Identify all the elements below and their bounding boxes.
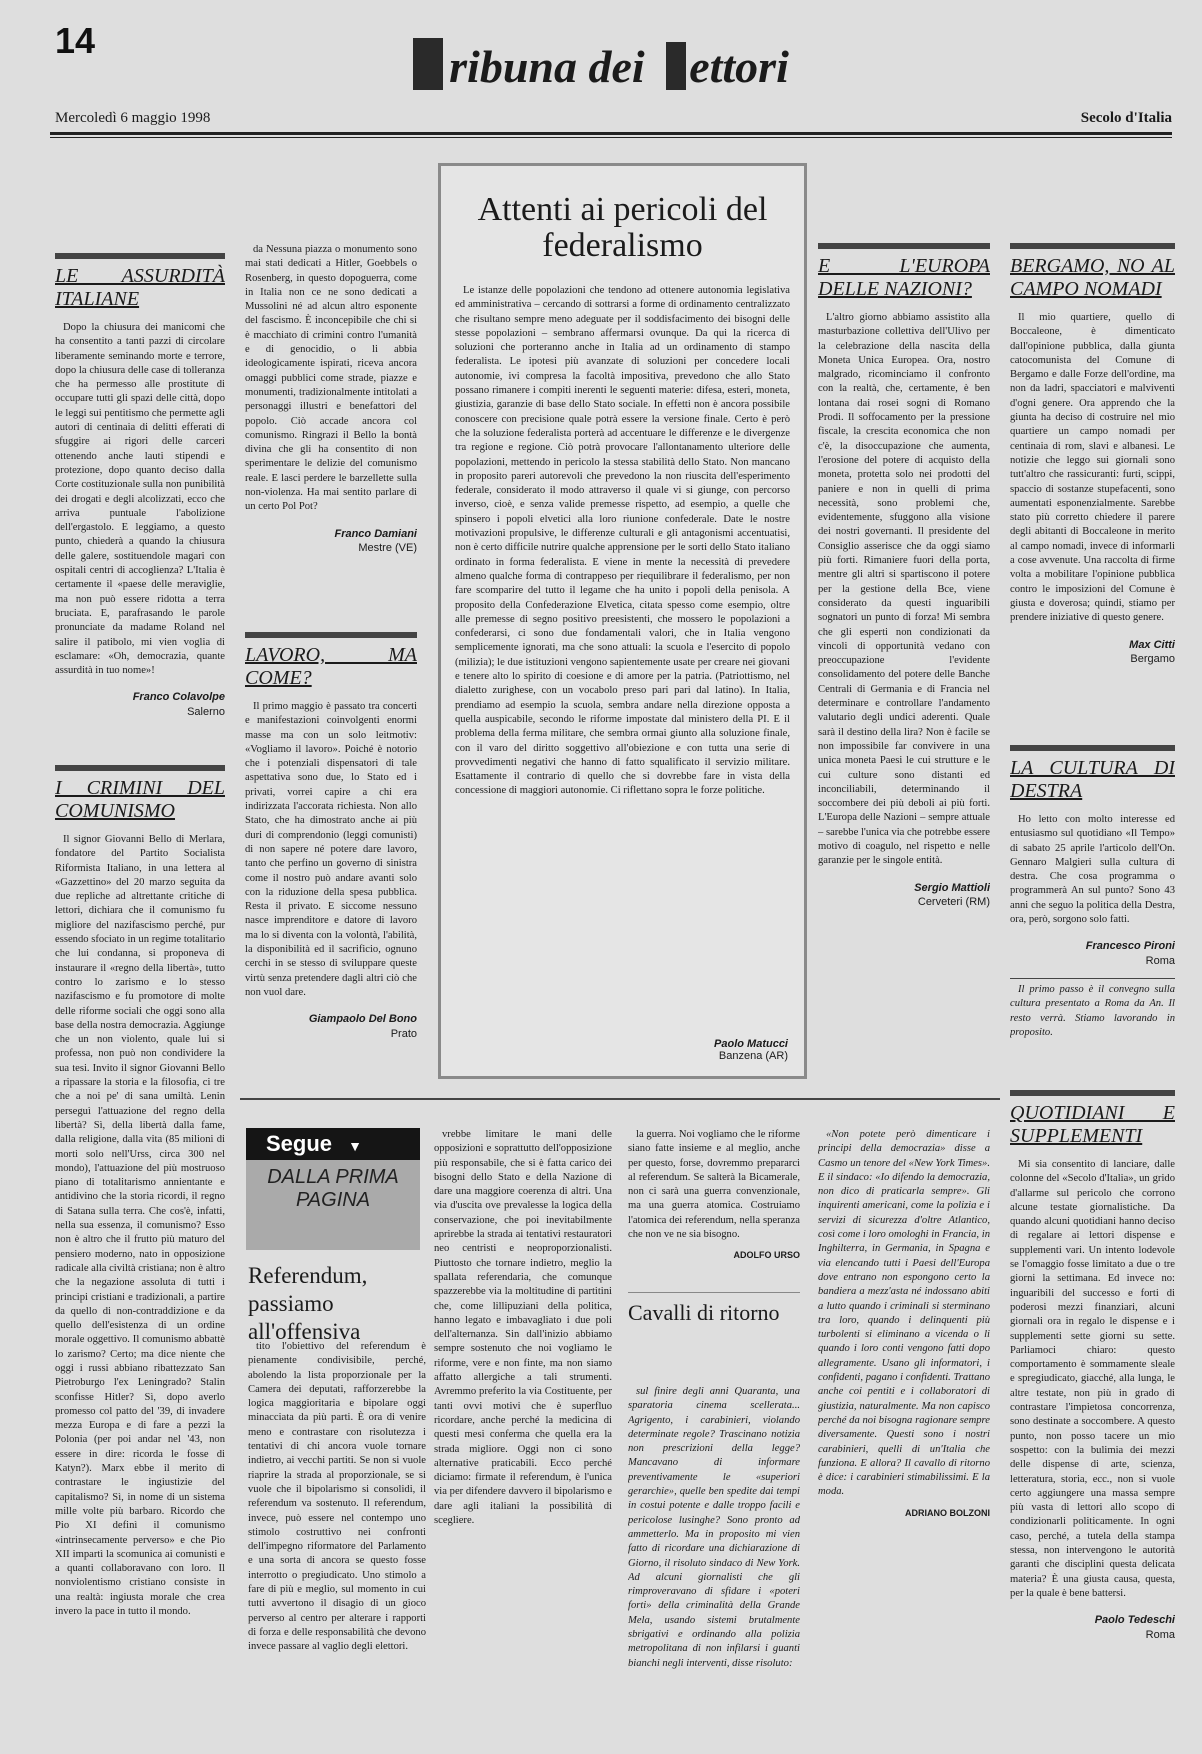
letter-headline: I CRIMINI DEL COMUNISMO	[55, 777, 225, 822]
letter-place: Salerno	[187, 705, 225, 718]
segue-label: Segue	[266, 1131, 333, 1156]
letter-headline: E L'EUROPA DELLE NAZIONI?	[818, 255, 990, 300]
referendum-headline: Referendum, passiamo all'offensiva	[248, 1263, 368, 1344]
letter-bergamo	[1010, 243, 1175, 738]
letter-place: Cerveteri (RM)	[917, 895, 990, 908]
page-number: 14	[55, 20, 96, 61]
letter-headline: LA CULTURA DI DESTRA	[1010, 757, 1175, 802]
cavalli-body: «Non potete però dimenticare i principi della democrazia» disse a Casmo un tenore del «New York Times». E il sindaco: «Io difendo la democrazia, non dico di praticarla sempre». Gli inquirenti americani, come la polizia e i servizi di sicurezza d'oltre Atlantico, così come i loro omologhi in Francia, in Inghilterra, in Germania, in Spagna e via elencando tutti i Paesi dell'Europa dove entrano non espongono certo la bandiera a mezz'asta né indossano abiti a lutto quando i criminali si sterminano tra loro, quando i delinquenti più turbolenti si eliminano a vicenda o li quando i loro conti vengono fatti dopo allegramente. Usano gli informatori, i confidenti, pagano i confidenti. Trattano anche coi pentiti e i collaboratori di giustizia, naturalmente. Ma non capisco perché da noi bisogna ragionare sempre diversamente. Questi sono i nostri carabinieri, quelli di un'Italia che funziona. E allora? Il cavallo di ritorno è dice: i carabinieri stimabilissimi. E la moda.	[818, 1129, 990, 1498]
feature-headline: Attenti ai pericoli del federalismo	[477, 191, 768, 264]
headline-bar	[55, 765, 225, 771]
referendum-body: tito l'obiettivo del referendum è pienamente condivisibile, perché, abolendo la lista proporzionale per la Camera dei deputati, rafforzerebbe la logica maggioritaria e bipolare oggi minacciata da più parti. È ora di venire meno e contrastare con risolutezza i tentativi di chi ancora vuole tornare indietro, ai vecchi partiti. Se non si vuole riaprire la strada al proporzionale, se si vuole che il bipolarismo si consolidi, il referendum va sostenuto. Il referendum, invece, può essere nel contempo uno stimolo costruttivo nei confronti dell'impegno riformatore del Parlamento e una sorta di ancora se questo fosse interrotto o pregiudicato. Uno stimolo a fare di più e meglio, sul momento in cui tutti avvertono il disagio di un gioco perverso al centro per alterare i rapporti di forza e delle responsabilità che devono invece passare al vaglio degli elettori.	[248, 1341, 426, 1653]
referendum-text-col1	[248, 1340, 426, 1740]
letter-quotidiani	[1010, 1090, 1175, 1745]
feature-body: Le istanze delle popolazioni che tendono ad ottenere autonomia legislativa ed amministrativa – cercando di sottrarsi a forme di ordinamento centralizzato che risultano sempre meno adeguate per il soddisfacimento dei bisogni delle stesse popolazioni – sembrano affermarsi ovunque. Da qui la ricerca di soluzioni che porteranno anche in Italia ad un ordinamento di stampo federalista. Le ipotesi più avanzate di soluzioni per concedere locali autonomie, ivi compresa la facoltà impositiva, prevedono che allo Stato possano rimanere i compiti inerenti le seguenti materie: difesa, esteri, moneta, giustizia, garanzie di base dello Stato sociale. In effetti non è ancora possibile conoscere con precisione quale potrà essere la versione finale. Certo è però che la soluzione federalista porterà ad accentuare le differenze e le divergenze tra regione e regione. Ciò potrà provocare l'allontanamento ulteriore delle popolazioni, mettendo in pericolo la stessa stabilità dello Stato. Non mancano in proposito pareri autorevoli che prevedono la non riuscita dell'esperimento federale, considerato il modo attraverso il quale vi si giunge, con percorso inverso, cioè, e senza valide premesse rispetto, ad esempio, a quelle che spinsero i popoli elvetici alla loro riunione confederale. Date le nostre motivazioni propulsive, le differenze culturali e gli antagonismi accentuatisi, non è certo difficile nutrire qualche apprensione per le sorti dello Stato italiano ordinato in forma federalista. E viene in mente la necessità di prevedere almeno qualche forma di contrappeso per riequilibrare il federalismo, per non fare scomparire del tutto il legame che ha unito i popoli della penisola. A proposito della Confederazione Elvetica, citata spesso come esempio, oltre alle premesse di segno positivo preesistenti, che mossero le popolazioni a confederarsi, ci sono due fondamentali valori, che in Italia vengono semplicemente ignorati, ma che sono attuali: la scuola e l'esercito di popolo (milizia); le due istituzioni vengono sapientemente usate per creare nei giovani e tenere alto lo spirito di coesione e di amore per la patria. (Patriottismo, nel dialetto zurighese, con un vocabolo preso pari pari dal latino). In Italia, prendiamo ad esempio la scuola, sembra andare nella direzione opposta a quella auspicabile, secondo le riforme impostate dal ministero della PI. E il problema della ferma militare, che sembra ormai giunto alla soluzione finale, con il varo del diritto soggettivo all'obiezione e con tutta una serie di provvedimenti negativi che hanno di fatto squalificato il servizio militare. Esattamente il contrario di quello che si dovrebbe fare in vista della concessione di maggiori autonomie. Ci riflettano sopra le forze politiche.	[455, 285, 790, 797]
feature-place: Banzena (AR)	[718, 1050, 788, 1062]
referendum-signature: ADOLFO URSO	[733, 1250, 800, 1261]
headline-bar	[1010, 243, 1175, 249]
letter-body: Mi sia consentito di lanciare, dalle colonne del «Secolo d'Italia», un grido d'allarme sul pericolo che corrono alcune testate giornalistiche. Da quando alcuni quotidiani hanno deciso di regalare ai lettori dispense e supplementi vari. Un intento lodevole se l'omaggio fosse limitato a due o tre giorni la settimana. Ed invece no: inguaribili del successo e forti di poderosi mezzi finanziari, alcuni giornali ora in regalo le dispense e i supplementi sette giorni su sette. Parliamoci chiaro: questo comportamento è sommamente sleale e spregiudicato, giacché, alla lunga, le altre testate, non più in grado di contrastare l'impietosa concorrenza, sono destinate a soccombere. A questo punto, non posso tacere un mio sospetto: con la bulimia dei mezzi delle dispense di arte, scienza, letteratura, storia, ecc., non si vuole certo aggiungere una massa sempre più vasta di lettori allo scopo di condizionarli politicamente. In ogni caso, perché, a tutela della stampa stessa, non intervengono le autorità garanti che disciplini questa delicata materia? È una giusta causa, questa, per la quale è bene battersi.	[1010, 1159, 1175, 1599]
masthead-initial-block	[413, 38, 443, 90]
cavalli-signature: ADRIANO BOLZONI	[905, 1507, 990, 1518]
newspaper-name: Secolo d'Italia	[1080, 110, 1172, 126]
feature-box-federalismo	[438, 163, 807, 1079]
editor-reply: Il primo passo è il convegno sulla cultura presentato a Roma da An. Il resto verrà. Stiamo lavorando in proposito.	[1010, 978, 1175, 1040]
letter-headline: QUOTIDIANI E SUPPLEMENTI	[1010, 1102, 1175, 1147]
letter-place: Prato	[390, 1027, 417, 1040]
issue-date: Mercoledì 6 maggio 1998	[55, 110, 211, 126]
feature-body-wrap	[455, 284, 790, 1016]
arrow-down-icon: ▼	[348, 1138, 363, 1154]
letter-headline: BERGAMO, NO AL CAMPO NOMADI	[1010, 255, 1175, 300]
letter-place: Roma	[1145, 954, 1175, 967]
letter-place: Roma	[1145, 1628, 1175, 1641]
letter-author: Paolo Tedeschi	[1094, 1614, 1175, 1627]
letter-place: Mestre (VE)	[358, 541, 417, 554]
letter-body: Ho letto con molto interesse ed entusiasmo sul quotidiano «Il Tempo» di sabato 25 aprile l'articolo dell'On. Gennaro Malgieri sulla cultura di destra. Che cosa programma o programmerà An sul punto? Sono 43 anni che seguo la politica della Destra, ora, però, sorgono solo fatti.	[1010, 814, 1175, 926]
cavalli-headline: Cavalli di ritorno	[628, 1300, 780, 1325]
masthead-initial-block-2	[666, 42, 686, 90]
letter-author: Franco Damiani	[334, 527, 417, 540]
letter-body: Il signor Giovanni Bello di Merlara, fondatore del Partito Socialista Riformista Italiano, in una lettera al «Gazzettino» del 20 marzo seguita da due repliche ad altrettante critiche di lettori, dichiara che il comunismo fu migliore del nazifascismo perché, pur essendo sfociato in un regime totalitario che lui condanna, si proponeva di instaurare il «regno della libertà», tutto contro lo zarismo e lo stesso nazifascismo e fu promotore di molte delle riforme sociali che oggi sono alla base della nostra democrazia. Aggiunge che un non violento, quale lui si professa, non può non condividere la sua tesi. Invito il signor Giovanni Bello a ripassare la storia e la filosofia, ci tre che a noi pe' di sana umiltà. Lenin perseguì l'attuazione del regno della libertà? Sì, della libertà dalla fame, dalla religione, dalla vita (85 milioni di morti solo nell'Urss, circa 300 nel mondo), l'attuazione del più mostruoso piano di totalitarismo annientante e antidivino che la storia ricordi, il regno di Satana sulla terra. Che cos'è, infatti, nella sua essenza, il comunismo? Esso non è altro che il frutto più maturo del pensiero moderno, nato in opposizione radicale alla civiltà cristiana; non è altro che la negazione assoluta di tutti i principi cristiani e tradizionali, a partire da quello di non-contraddizione e da quello dell'esistenza di un ordine morale oggettivo. Il comunismo abbattè lo zarismo? Certo; ma dice niente che oggi i russi abbiano ribattezzato San Pietroburgo l'ex Leningrado? Stalin sconfisse Hitler? Sì, dopo averlo promesso col patto del '39, di invadere mezza Europa e di fare a pezzi la Polonia (per poi andar nel '43, non essere in dire: ricorda le fosse di Katyn?). Marx ebbe il merito di contrastare le ingiustizie del capitalismo? Sì, in nome di un sistema mille volte più barbaro. Ricordo che Pio XI definì il comunismo «intrinsecamente perverso» e che Pio XII impartì la scomunica ai comunisti e a quanti collaboravano con loro. Il nonviolentismo cristiano consiste in una realtà: ingiusta morale che crea invero la pace in tutto il mondo.	[55, 834, 225, 1618]
header-rule	[50, 132, 1172, 135]
letter-body: da Nessuna piazza o monumento sono mai stati dedicati a Hitler, Goebbels o Rosenberg, in questo dopoguerra, come in Italia non ce ne sono dedicati a Mussolini né ad alcun altro esponente del fascismo. È inconcepibile che chi si è macchiato di crimini contro l'umanità e di genocidio, o li abbia ideologicamente ispirati, riceva ancora omaggi pubblici come strade, piazze e monumenti, tradizionalmente intitolati a personaggi illustri e benefattori del popolo. Ciò accade ancora col comunismo. Ringrazi il Bello la bontà divina che gli ha consentito di non sperimentare le delizie del comunismo reale. E lasci perdere le barzellette sulla non-violenza. Ha mai sentito parlare di un certo Pol Pot?	[245, 244, 417, 513]
letter-author: Franco Colavolpe	[132, 691, 225, 704]
cavalli-text-col2	[818, 1128, 990, 1740]
section-divider	[240, 1098, 1000, 1100]
cavalli-text-col1	[628, 1385, 800, 1740]
letter-body: L'altro giorno abbiamo assistito alla masturbazione collettiva dell'Ulivo per la celebrazione della nascita della Moneta Unica Europea. Ora, nostro malgrado, ricominciamo il confronto con la realtà, che, certamente, è ben lontana dai rosei sogni di Romano Prodi. Il soffocamento per la pressione fiscale, la crescita economica che non c'è, la disoccupazione che aumenta, l'erosione del potere di acquisto della moneta, protetta solo nei prodotti del paniere e non in quelli di prima necessità, sono problemi che, evidentemente, sfuggono alla visione dei nostri governanti. Il presidente del Consiglio asserisce che da oggi siamo più forti. Rimaniere fuori della porta, mentre gli altri si spartiscono il potere per la gestione della Bce, viene considerato da questi inguaribili sognatori un punto di forza! Mi sembra che gli esperti non condizionati da vincoli di opportunità vedano con preoccupazione l'evidente consolidamento del potere delle Banche Centrali di Germania e di Francia nel determinare e controllare l'andamento valutario degli undici aderenti. Quale sarà il destino della lira? Non è facile se non impossibile far convivere in una unica moneta Paesi le cui strutture e le cui culture sono distanti ed inconciliabili, determinando il soccombere dei più deboli ai più forti. L'Europa delle Nazioni – sempre attuale – sarebbe l'unica via che potrebbe essere motivo di coagulo, nel rispetto e nelle garanzie per le singole entità.	[818, 312, 990, 867]
front-page-label: DALLA PRIMA PAGINA	[246, 1160, 420, 1250]
masthead-end: ettori	[689, 41, 789, 92]
letter-body: Dopo la chiusura dei manicomi che ha consentito a tanti pazzi di circolare liberamente seminando morte e terrore, dopo la chiusura delle case di tolleranza che ha permesso alle prostitute di occupare tutti gli spazi delle città, dopo le leggi sui pentitismo che permette agli autori di centinaia di delitti efferati di sfuggire ai rigori delle carceri ottenendo anche lauti stipendi e protezione, dopo quanto deciso dalla Corte costituzionale sulla non punibilità dei drogati e degli alcolizzati, ecco che arriva puntuale l'abolizione dell'ergastolo. E leggiamo, a questo punto, chiederà a quando la chiusura delle galere, sostituendole magari con ospitali centri di accoglienza? L'Italia è certamente il «paese delle meraviglie, ma non può essere ridotta a terra bruciata. E, parafrasando le parole pronunciate da madame Roland nel salire il patibolo, mi vien voglia di esclamare: «Oh, democrazia, quante assurdità in tuo nome»!	[55, 322, 225, 677]
headline-bar	[1010, 745, 1175, 751]
feature-signature	[714, 1038, 788, 1062]
referendum-body: la guerra. Noi vogliamo che le riforme siano fatte insieme e al meglio, anche per questo, forse, dovremmo prepararci al referendum. Se salterà la Bicamerale, non ci sarà una guerra convenzionale, ma una guerra atomica. Costruiamo l'atomica dei referendum, nella speranza che non ve ne sia bisogno.	[628, 1129, 800, 1241]
segue-banner	[246, 1128, 420, 1160]
referendum-text-col3	[628, 1128, 800, 1283]
headline-bar	[55, 253, 225, 259]
headline-bar	[245, 632, 417, 638]
header-rule-thin	[50, 137, 1172, 138]
letter-crimini	[55, 765, 225, 1740]
letter-body: Il mio quartiere, quello di Boccaleone, è dimenticato dall'opinione pubblica, dalla giunta catocomunista del Comune di Bergamo e dalle Forze dell'ordine, ma non da ladri, spacciatori e malviventi d'ogni genere. Ora apprendo che la giunta ha deciso di costruire nel mio quartiere un campo nomadi per centinaia di rom, slavi e albanesi. Le notizie che leggo sui giornali sono tutt'altro che rassicuranti: furti, scippi, spaccio di sostanze stupefacenti, sono aumentati esponenzialmente. Sarebbe stato più corretto chiedere il parere degli abitanti di Boccaleone in merito al campo nomadi, invece di informarli a cose avvenute. Una raccolta di firme volta a mobilitare l'opinione pubblica contro le imposizioni del Comune è giusta e doverosa; quindi, stiamo per prendere iniziative di questo genere.	[1010, 312, 1175, 624]
headline-bar	[818, 243, 990, 249]
masthead-mid: ribuna dei	[449, 41, 657, 92]
article-divider	[628, 1292, 800, 1293]
letter-author: Giampaolo Del Bono	[308, 1013, 417, 1026]
letter-author: Max Citti	[1129, 638, 1175, 651]
letter-headline: LE ASSURDITÀ ITALIANE	[55, 265, 225, 310]
headline-bar	[1010, 1090, 1175, 1096]
letter-lavoro	[245, 632, 417, 1072]
letter-body: Il primo maggio è passato tra concerti e manifestazioni coinvolgenti enormi masse ma con un solo leitmotiv: «Vogliamo il lavoro». Poiché è notorio che i potenziali dispensatori di tale aspettativa sono due, lo Stato ed i privati, vorrei capire a chi era indirizzata l'accorata richiesta. Non allo Stato, che ha dimostrato anche ai più duri di comprendonio (leggi comunisti) di non sapere né potere dare lavoro, tanto che perfino un governo di sinistra come il nostro può andare avanti solo con la riduzione della spesa pubblica. Resta il privato. E siccome nessuno nasce imprenditore e datore di lavoro ma lo si diventa con la volontà, l'abilità, la disponibilità ed il sacrificio, ognuno cerchi in se stesso di sviluppare queste virtù senza pretendere dagli altri ciò che non vuol dare.	[245, 701, 417, 998]
letter-author: Sergio Mattioli	[914, 881, 990, 894]
letter-headline: LAVORO, MA COME?	[245, 644, 417, 689]
referendum-body: vrebbe limitare le mani delle opposizioni e soprattutto dell'opposizione più responsabile, che si è fatta carico dei bisogni dello Stato e della Nazione di dare una maggiore coerenza di altri. Una via d'uscita ove prevalesse la logica della conservazione, che poi inevitabilmente aprirebbe la strada ai tentativi restauratori neo centristi e neoproporzionalisti. Piuttosto che tornare indietro, meglio la spallata referendaria, che comunque spazzerebbe via la moltitudine di partitini che, come lillipuziani della politica, hanno legato e imbavagliato i due poli dell'alternanza. Sin dall'inizio abbiamo sempre sostenuto che noi vogliamo le riforme, vere e non finte, ma non siamo affatto allergiche a tali strumenti. Avremmo preferito la via Costituente, per tanti ovvi motivi che è superfluo ricordare, anche perché la medicina di questi mesi conferma che quella era la strada migliore. Oggi non ci sono alternative praticabili. Ecco perché diciamo: firmate il referendum, è l'unica via per difendere davvero il bipolarismo e dare agli italiani la possibilità di scegliere.	[434, 1129, 612, 1527]
referendum-text-col2	[434, 1128, 612, 1740]
letter-assurdita	[55, 253, 225, 753]
letter-europa	[818, 243, 990, 1083]
letter-cultura	[1010, 745, 1175, 1090]
letter-crimini-continued	[245, 243, 417, 638]
letter-author: Francesco Pironi	[1085, 940, 1175, 953]
letter-place: Bergamo	[1130, 652, 1175, 665]
cavalli-body: sul finire degli anni Quaranta, una sparatoria cinema scellerata... Agrigento, i carabinieri, violando determinate regole? Trascinano notizia non prescrizioni della legge? Mancavano di informare preventivamente le «superiori gerarchie», quelle ben spedite dai tempi in costui potente e dalle troppo facili e pericolose lusinghe? Sono pronto ad ammetterlo. Ma in proposito mi vien fatto di ricordare una dichiarazione di Giorno, il risoluto sindaco di New York. Ad alcuni giornalisti che gli rimproveravano di sfidare i «poteri forti» della criminalità della Grande Mela, usando sistemi brutalmente sbrigativi e ordinando alla polizia metropolitana di non infilarsi i guanti bianchi negli interventi, disse risoluto:	[628, 1386, 800, 1669]
masthead-title	[0, 38, 1202, 93]
feature-author: Paolo Matucci	[714, 1038, 788, 1050]
